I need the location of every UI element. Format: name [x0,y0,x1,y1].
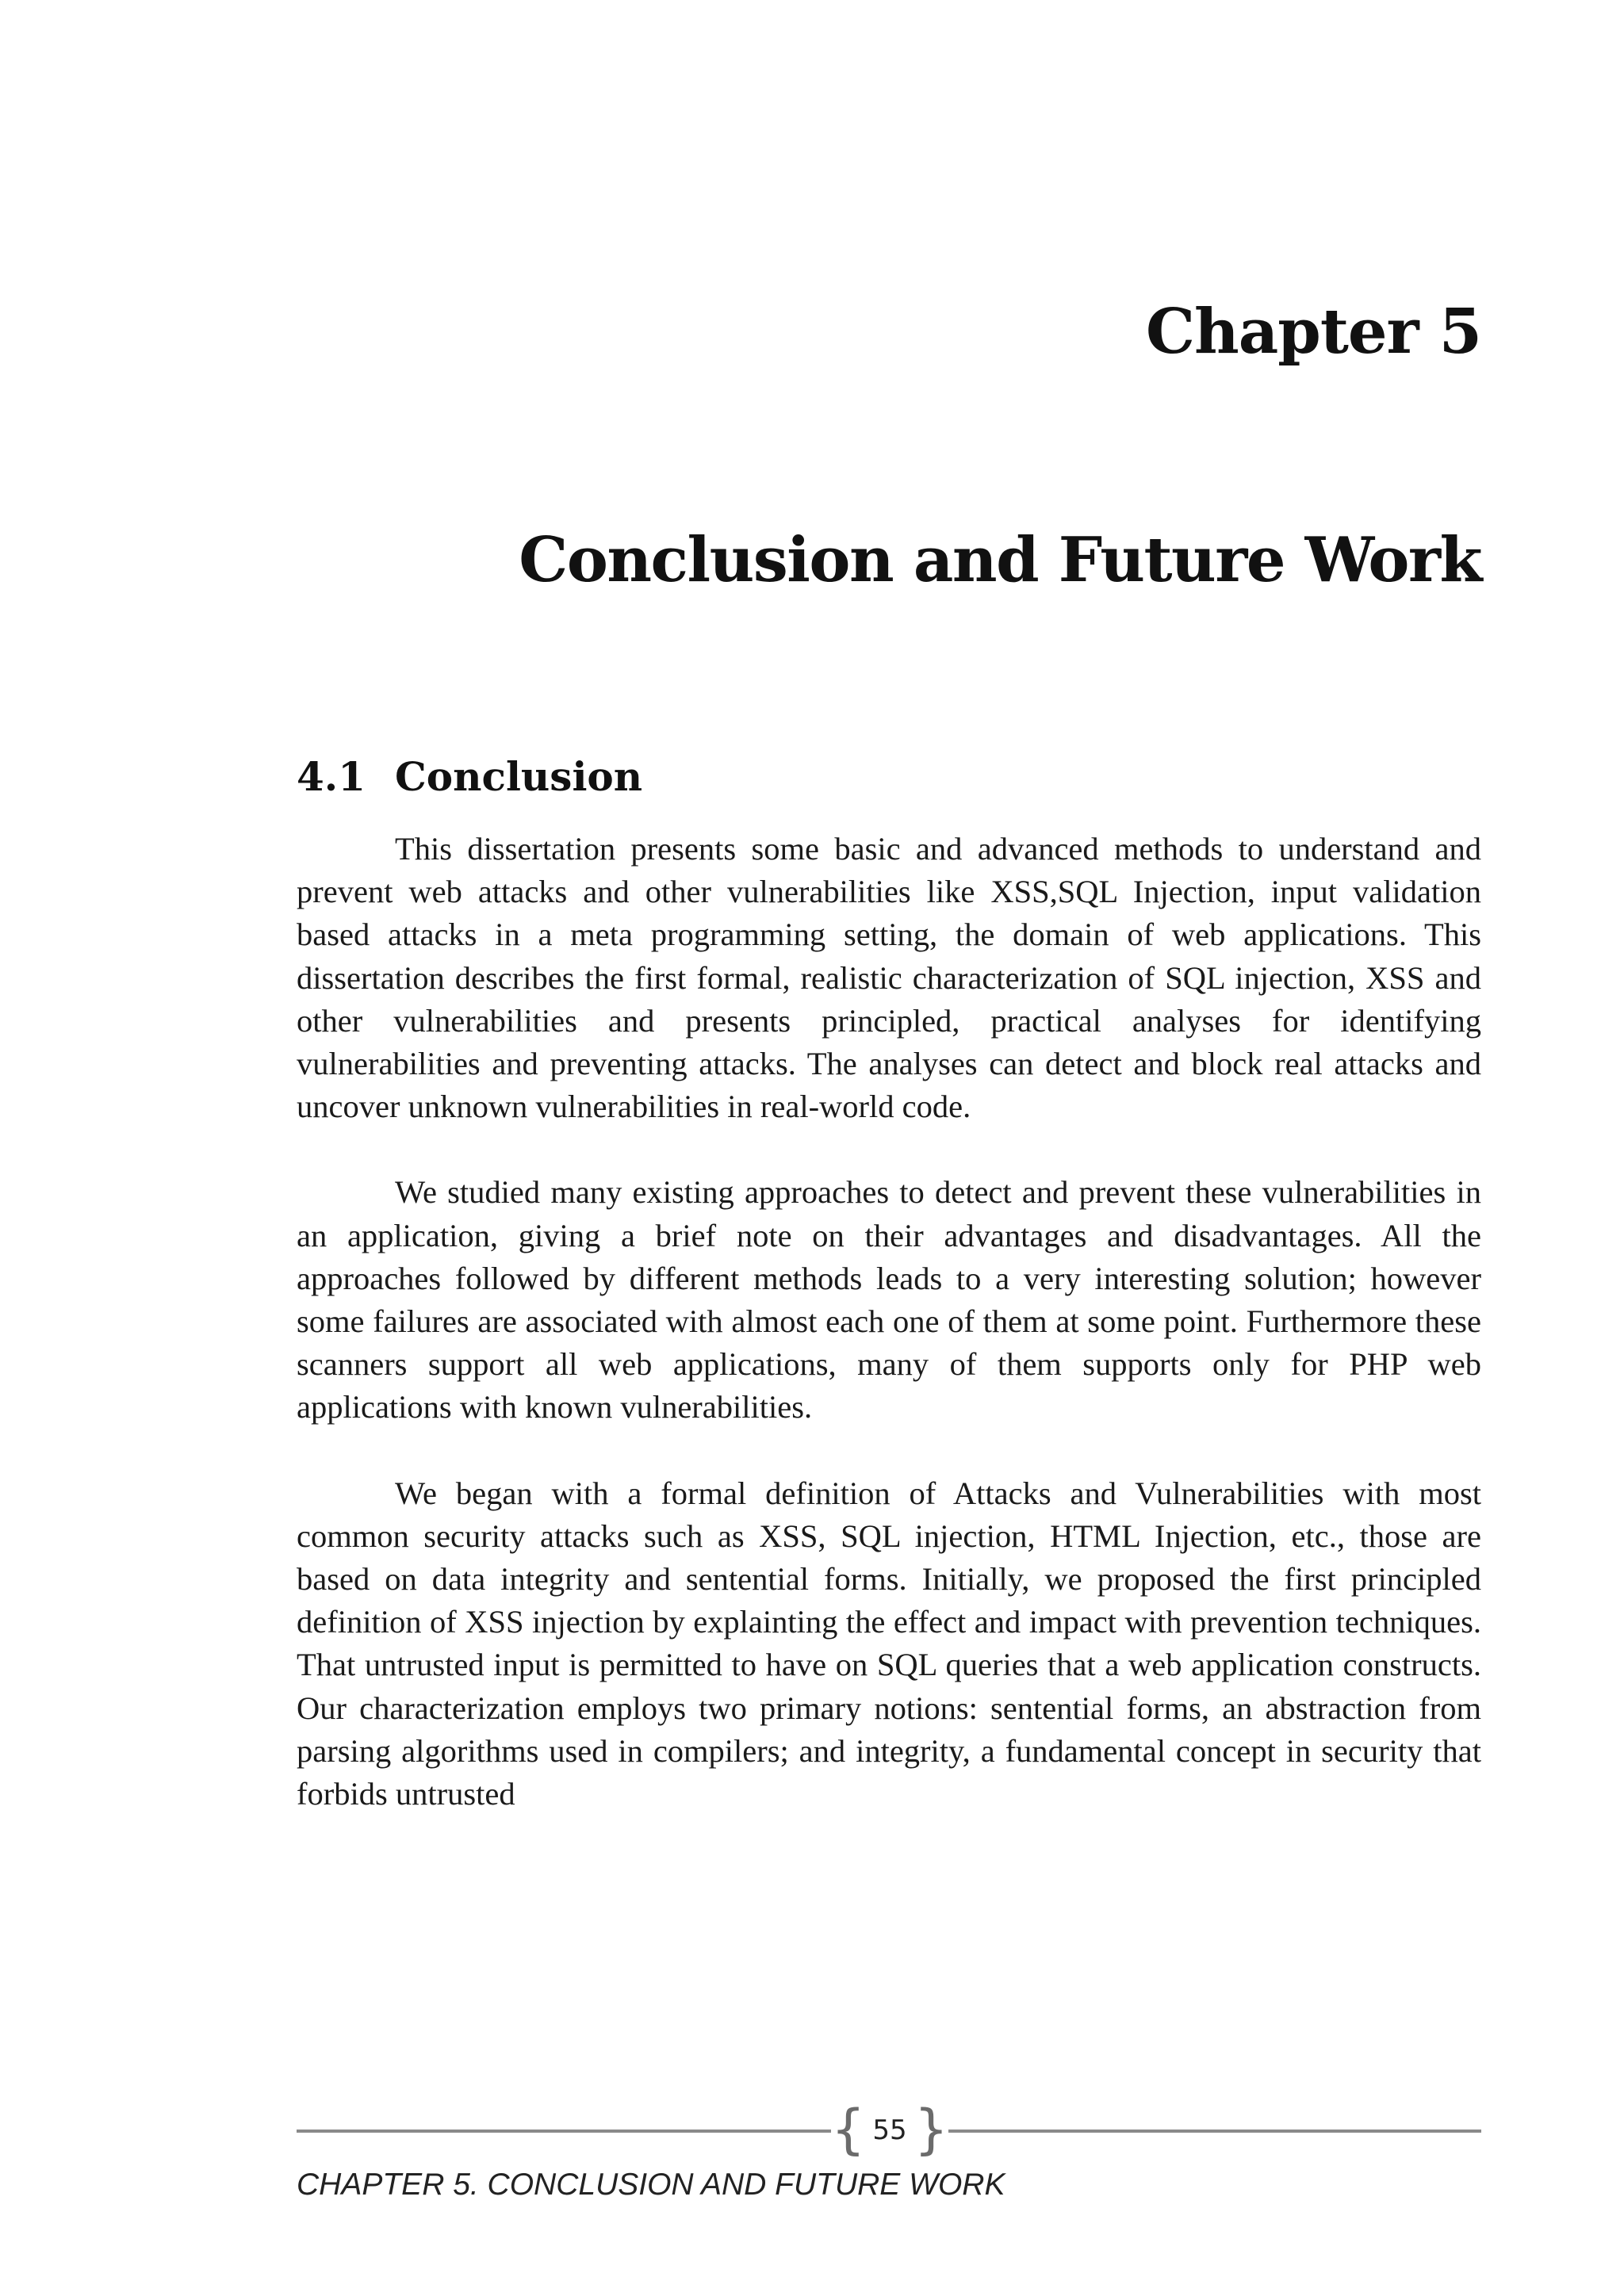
paragraph-3: We began with a formal definition of Attacks and Vulnerabilities with most common security attacks such as XSS, SQL injection, HTML Injection, etc., those are based on data integrity and sentential forms. Initially, we proposed the first principled definition of XSS injection by explainting the effect and impact with prevention techniques. That untrusted input is permitted to have on SQL queries that a web application constructs. Our characterization employs two primary notions: sentential forms, an abstraction from parsing algorithms used in compilers; and integrity, a fundamental concept in security that forbids untrusted [297,1475,1481,1812]
section-title: Conclusion [395,753,643,800]
section-heading [297,753,643,800]
left-brace-icon: { [831,2099,866,2161]
chapter-title-heading: Conclusion and Future Work [519,524,1481,596]
right-brace-icon: } [914,2099,948,2161]
body-text [297,828,1481,1858]
paragraph-2: We studied many existing approaches to detect and prevent these vulnerabilities in an application, giving a brief note on their advantages and disadvantages. All the approaches followed by different methods leads to a very interesting solution; however some failures are associated with almost each one of them at some point. Furthermore these scanners support all web applications, many of them supports only for PHP web applications with known vulnerabilities. [297,1174,1481,1425]
page-number: 55 [872,2114,907,2146]
chapter-number-heading: Chapter 5 [1145,296,1481,368]
page-number-box [831,2100,948,2160]
section-number: 4.1 [297,753,366,800]
running-footer: CHAPTER 5. CONCLUSION AND FUTURE WORK [297,2168,1005,2202]
paragraph-1: This dissertation presents some basic and advanced methods to understand and prevent web attacks and other vulnerabilities like XSS,SQL Injection, input validation based attacks in a meta programming setting, the domain of web applications. This dissertation describes the first formal, realistic characterization of SQL injection, XSS and other vulnerabilities and presents principled, practical analyses for identifying vulnerabilities and preventing attacks. The analyses can detect and block real attacks and uncover unknown vulnerabilities in real-world code. [297,831,1481,1125]
